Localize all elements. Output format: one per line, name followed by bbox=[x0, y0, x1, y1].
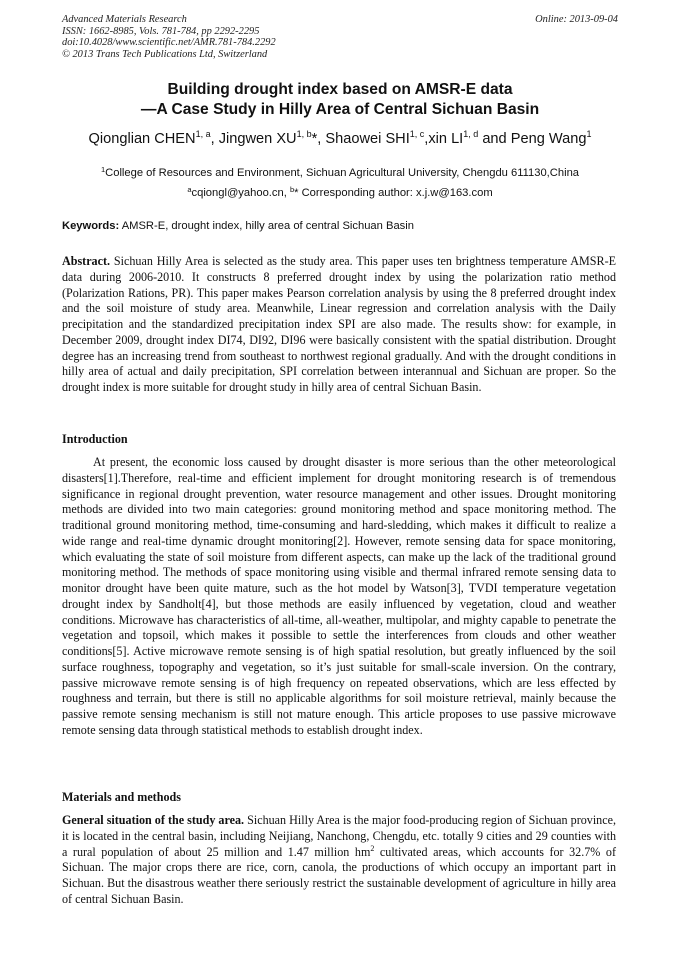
author-name: Peng Wang bbox=[510, 131, 587, 147]
affiliation-line bbox=[62, 163, 618, 183]
abstract-paragraph bbox=[62, 254, 616, 396]
author-name: Jingwen XU bbox=[218, 131, 297, 147]
author-affil-mark: 1 bbox=[586, 129, 592, 139]
doi-line: doi:10.4028/www.scientific.net/AMR.781-784.2292 bbox=[62, 37, 276, 49]
author-affil-mark: 1, c bbox=[409, 129, 425, 139]
author-separator: , bbox=[424, 131, 429, 147]
corresponding-email: * Corresponding author: x.j.w@163.com bbox=[294, 187, 493, 199]
author-list bbox=[62, 130, 618, 148]
affil-number: 1 bbox=[100, 165, 106, 174]
copyright-line: © 2013 Trans Tech Publications Ltd, Switzerland bbox=[62, 48, 268, 60]
author-separator: and bbox=[478, 131, 511, 147]
author-name: Qionglian CHEN bbox=[88, 131, 196, 147]
author-affil-mark: 1, d bbox=[463, 129, 479, 139]
title-line-1: Building drought index based on AMSR-E data bbox=[167, 81, 513, 98]
online-date: Online: 2013-09-04 bbox=[535, 14, 618, 25]
email-address: cqiongl@yahoo.cn, bbox=[191, 187, 290, 199]
abstract-text: Sichuan Hilly Area is selected as the study area. This paper uses ten brightness temperature AMSR-E data during 2006-2010. It constructs 8 preferred drought index by using the polarization ratio method (Polarization Rations, PR). This paper makes Pearson correlation analysis by using the 8 preferred drought index and the soil moisture of study area. Meanwhile, Linear regression and correlation analysis with the Daily precipitation and the standardized precipitation index SPI are also made. The results show: for example, in December 2009, drought index DI74, DI92, DI96 were basically consistent with the spatial distribution. Drought degree has an increasing trend from southeast to northwest regional gradually. And with the drought conditions in hilly area of actual and daily precipitation, SPI correlation between interannual and Sichuan are proper. So the drought index is more suitable for drought study in hilly area of central Sichuan Basin. bbox=[62, 254, 616, 394]
author-affil-mark: 1, a bbox=[195, 129, 211, 139]
corresponding-mark: *, bbox=[311, 131, 326, 147]
study-area-text: Sichuan Hilly Area is the major food-producing region of Sichuan province, it is located in the central basin, including Neijiang, Nanchong, Chengdu, etc. totally 9 cities and 29 counties with a rural population of about 25 million and 1.47 million hm bbox=[62, 813, 616, 859]
email-line bbox=[62, 183, 618, 203]
issn-line: ISSN: 1662-8985, Vols. 781-784, pp 2292-2295 bbox=[62, 25, 260, 37]
paper-title bbox=[62, 80, 618, 120]
author-separator: , bbox=[210, 131, 219, 147]
journal-header bbox=[62, 14, 618, 60]
keywords-text: AMSR-E, drought index, hilly area of central Sichuan Basin bbox=[119, 220, 414, 232]
study-area-text-cont: cultivated areas, which accounts for 32.7% of Sichuan. The major crops there are rice, corn, canola, the productions of which occupy an important part in Sichuan. But the disastrous weather there seriously restrict the sustainable development of agriculture in hilly area of central Sichuan Basin. bbox=[62, 844, 616, 906]
journal-name: Advanced Materials Research bbox=[62, 14, 187, 25]
author-name: Shaowei SHI bbox=[325, 131, 410, 147]
keywords-line bbox=[62, 219, 618, 233]
affiliation-text: College of Resources and Environment, Sichuan Agricultural University, Chengdu 611130,China bbox=[105, 167, 580, 179]
author-affil-mark: 1, b bbox=[296, 129, 312, 139]
methods-heading: Materials and methods bbox=[62, 790, 181, 804]
study-area-paragraph bbox=[62, 813, 616, 908]
abstract-label: Abstract. bbox=[62, 254, 111, 268]
affiliation-block bbox=[62, 163, 618, 203]
introduction-heading: Introduction bbox=[62, 432, 128, 446]
author-name: xin LI bbox=[428, 131, 464, 147]
study-area-label: General situation of the study area. bbox=[62, 813, 245, 827]
keywords-label: Keywords: bbox=[62, 220, 120, 232]
unit-superscript: 2 bbox=[370, 843, 375, 853]
email-mark: a bbox=[187, 185, 192, 194]
email-mark: b bbox=[289, 185, 295, 194]
title-line-2: —A Case Study in Hilly Area of Central Sichuan Basin bbox=[140, 101, 540, 118]
introduction-paragraph: At present, the economic loss caused by drought disaster is more serious than the other meteorological disasters[1].Therefore, real-time and efficient implement for drought monitoring research is of tremendous significance in regional drought prevention, water resource management and other issues. Drought monitoring methods are divided into two main categories: ground monitoring method and space monitoring method. The traditional ground monitoring method, time-consuming and hard-sledding, which makes it difficult to realize a wide range and real-time dynamic drought monitoring[2]. However, remote sensing data for space monitoring, which evaluating the state of soil moisture from different aspects, can make up the lack of the traditional ground monitoring method. The methods of space monitoring using visible and thermal infrared remote sensing data to monitor drought have been quite mature, such as the hot model by Watson[3], TVDI temperature vegetation drought index by Sandholt[4], but those methods are easily influenced by vegetation, cloud and weather conditions. Microwave has characteristics of all-time, all-weather, multipolar, and mighty capable to penetrate the vegetation and topsoil, which makes it possible to settle the interferences from clouds and other weather conditions[5]. Active microwave remote sensing is of high spatial resolution, but greatly influenced by the soil surface roughness, topography and vegetation, so it’s just suitable for small-scale inversion. On the contrary, passive microwave remote sensing is of high frequency on repeated observations, which are less effected by roughness and terrain, but there is still no applicable algorithms for soil moisture retrieval, mainly because the passive remote sensing mechanism is still not mature enough. This article proposes to use passive microwave remote sensing data through statistical methods to establish drought index. bbox=[62, 455, 616, 737]
